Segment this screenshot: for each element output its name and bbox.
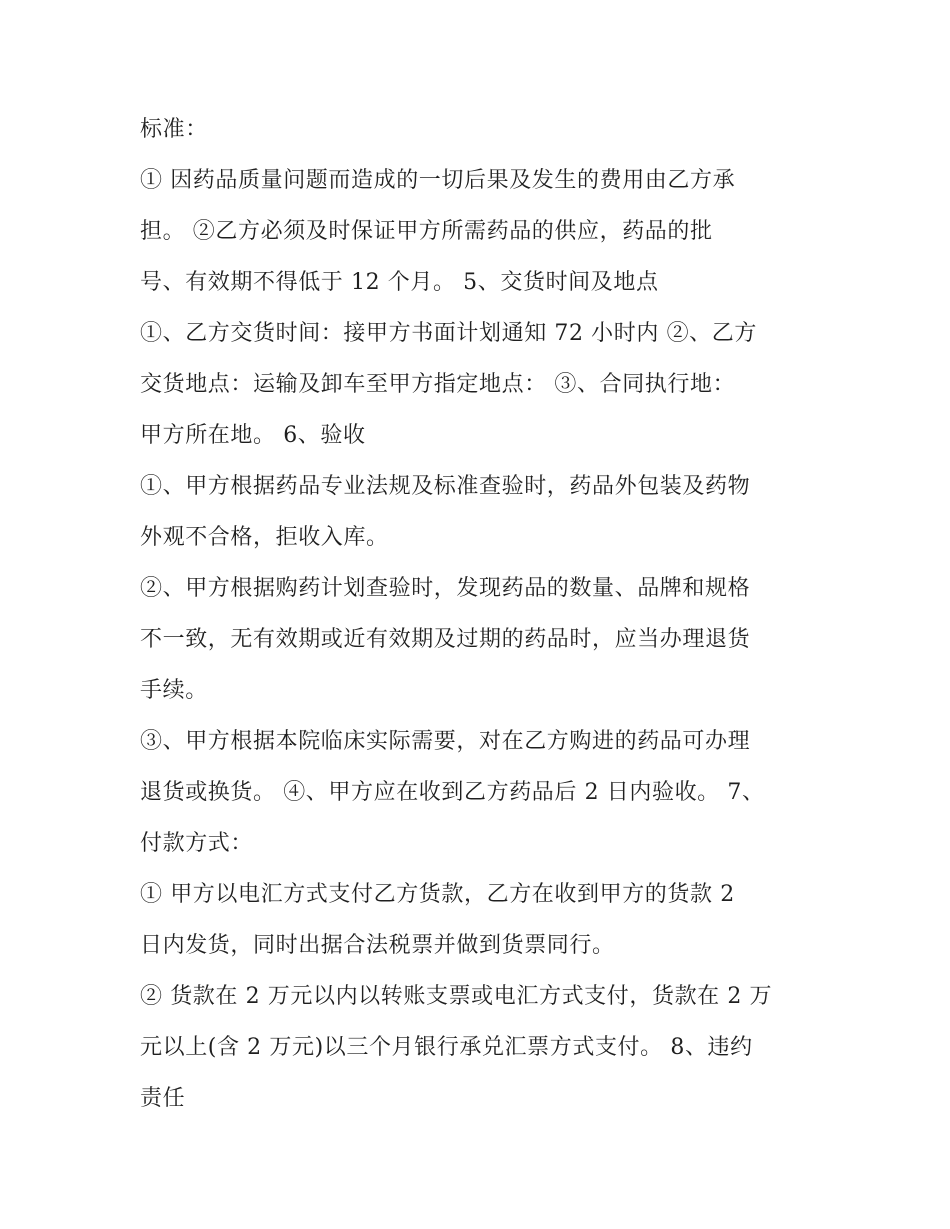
- text-line: ③、甲方根据本院临床实际需要，对在乙方购进的药品可办理: [140, 729, 751, 754]
- document-body: [140, 108, 820, 1128]
- text-line: ① 甲方以电汇方式支付乙方货款，乙方在收到甲方的货款 2: [140, 882, 735, 907]
- text-line: 号、有效期不得低于 12 个月。 5、交货时间及地点: [140, 270, 659, 295]
- text-line: 交货地点：运输及卸车至甲方指定地点： ③、合同执行地：: [140, 372, 736, 397]
- text-line: ①、乙方交货时间：接甲方书面计划通知 72 小时内 ②、乙方: [140, 321, 757, 346]
- text-line: 担。 ②乙方必须及时保证甲方所需药品的供应，药品的批: [140, 219, 713, 244]
- text-line: 日内发货，同时出据合法税票并做到货票同行。: [140, 933, 615, 958]
- text-line: ② 货款在 2 万元以内以转账支票或电汇方式支付，货款在 2 万: [140, 984, 773, 1009]
- text-line: ① 因药品质量问题而造成的一切后果及发生的费用由乙方承: [140, 168, 736, 193]
- text-line: 退货或换货。 ④、甲方应在收到乙方药品后 2 日内验收。 7、: [140, 780, 765, 805]
- text-line: 手续。: [140, 678, 208, 703]
- text-line: 标准：: [140, 117, 208, 142]
- text-line: ②、甲方根据购药计划查验时，发现药品的数量、品牌和规格: [140, 576, 751, 601]
- text-line: 不一致，无有效期或近有效期及过期的药品时，应当办理退货: [140, 627, 751, 652]
- text-line: 付款方式：: [140, 831, 254, 856]
- text-line: 责任: [140, 1086, 186, 1111]
- text-line: 甲方所在地。 6、验收: [140, 423, 366, 448]
- text-line: ①、甲方根据药品专业法规及标准查验时，药品外包装及药物: [140, 474, 751, 499]
- text-line: 外观不合格，拒收入库。: [140, 525, 389, 550]
- text-line: 元以上(含 2 万元)以三个月银行承兑汇票方式支付。 8、违约: [140, 1035, 753, 1060]
